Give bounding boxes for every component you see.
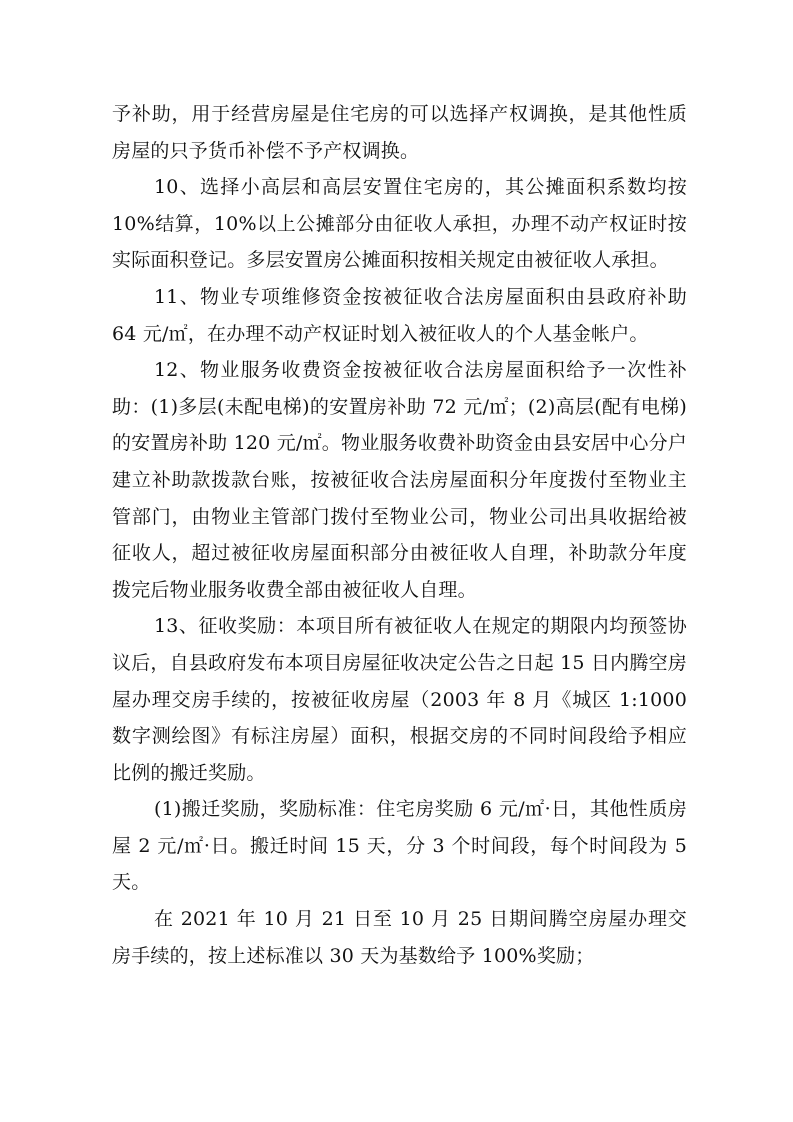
- paragraph: 予补助，用于经营房屋是住宅房的可以选择产权调换，是其他性质房屋的只予货币补偿不予产权调换。: [112, 103, 687, 162]
- paragraph: 12、物业服务收费资金按被征收合法房屋面积给予一次性补助：(1)多层(未配电梯)的安置房补助 72 元/㎡；(2)高层(配有电梯)的安置房补助 120 元/㎡。物业服务收费补助资金由县安居中心分户建立补助款拨款台账，按被征收合法房屋面积分年度拨付至物业主管部门，由物业主管部门拨付至物业公司，物业公司出具收据给被征收人，超过被征收房屋面积部分由被征收人自理，补助款分年度拨完后物业服务收费全部由被征收人自理。: [112, 359, 687, 601]
- paragraph: 在 2021 年 10 月 21 日至 10 月 25 日期间腾空房屋办理交房手续的，按上述标准以 30 天为基数给予 100%奖励；: [112, 908, 687, 967]
- document-body: [112, 96, 687, 974]
- paragraph: (1)搬迁奖励，奖励标准：住宅房奖励 6 元/㎡·日，其他性质房屋 2 元/㎡·日。搬迁时间 15 天，分 3 个时间段，每个时间段为 5 天。: [112, 798, 687, 894]
- paragraph: 11、物业专项维修资金按被征收合法房屋面积由县政府补助 64 元/㎡，在办理不动产权证时划入被征收人的个人基金帐户。: [112, 285, 687, 345]
- paragraph: 13、征收奖励：本项目所有被征收人在规定的期限内均预签协议后，自县政府发布本项目房屋征收决定公告之日起 15 日内腾空房屋办理交房手续的，按被征收房屋（2003 年 8 月《城区 1:1000 数字测绘图》有标注房屋）面积，根据交房的不同时间段给予相应比例的搬迁奖励。: [112, 615, 687, 784]
- paragraph: 10、选择小高层和高层安置住宅房的，其公摊面积系数均按 10%结算，10%以上公摊部分由征收人承担，办理不动产权证时按实际面积登记。多层安置房公摊面积按相关规定由被征收人承担。: [112, 176, 687, 272]
